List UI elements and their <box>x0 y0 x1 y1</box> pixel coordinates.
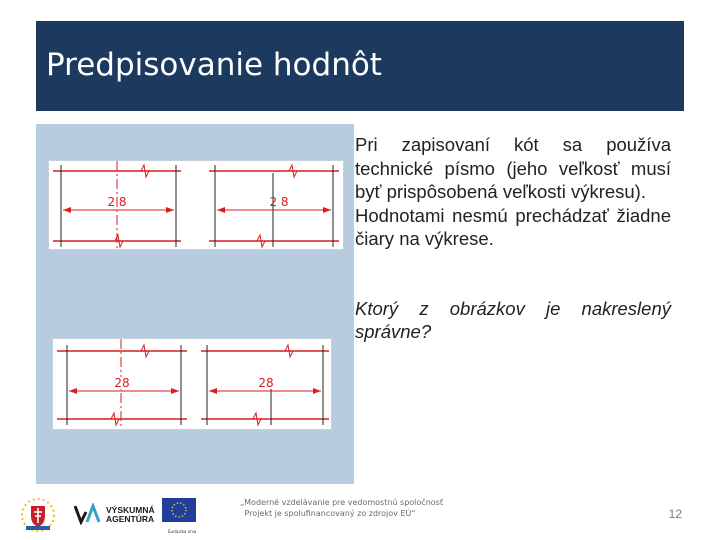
figures-panel <box>36 124 354 484</box>
dimension-label-left: 2 8 <box>107 195 127 209</box>
question-text: Ktorý z obrázkov je nakreslený správne? <box>355 297 671 342</box>
figure-bottom-drawing <box>53 339 331 429</box>
dimension-label-bottom-right: 28 <box>258 376 274 390</box>
dimension-label-right: 2 8 <box>269 195 289 209</box>
project-note <box>240 497 443 519</box>
footer-logos <box>10 493 443 537</box>
coat-of-arms-logo <box>20 496 56 534</box>
slide-body <box>355 133 671 344</box>
eu-flag-logo <box>162 498 196 522</box>
title-bar <box>36 21 684 111</box>
research-agency-logo <box>74 503 100 525</box>
page-number: 12 <box>668 507 682 521</box>
figure-bottom <box>52 338 332 430</box>
eu-caption: Európska únia <box>168 529 197 534</box>
project-line-1: „Moderné vzdelávanie pre vedomostnú spoločnosť <box>240 498 443 507</box>
figure-top <box>48 160 344 250</box>
project-line-2: Projekt je spolufinancovaný zo zdrojov EÚ“ <box>244 509 416 518</box>
body-paragraph-2: Hodnotami nesmú prechádzať žiadne čiary na výkrese. <box>355 204 671 249</box>
body-paragraph-1: Pri zapisovaní kót sa používa technické písmo (jeho veľkosť musí byť prispôsobená veľkosti výkresu). <box>355 134 671 202</box>
slide-title: Predpisovanie hodnôt <box>46 47 382 83</box>
agency-name: VÝSKUMNÁ AGENTÚRA <box>106 505 155 524</box>
figure-top-drawing <box>49 161 343 249</box>
dimension-label-bottom-left: 28 <box>114 376 130 390</box>
